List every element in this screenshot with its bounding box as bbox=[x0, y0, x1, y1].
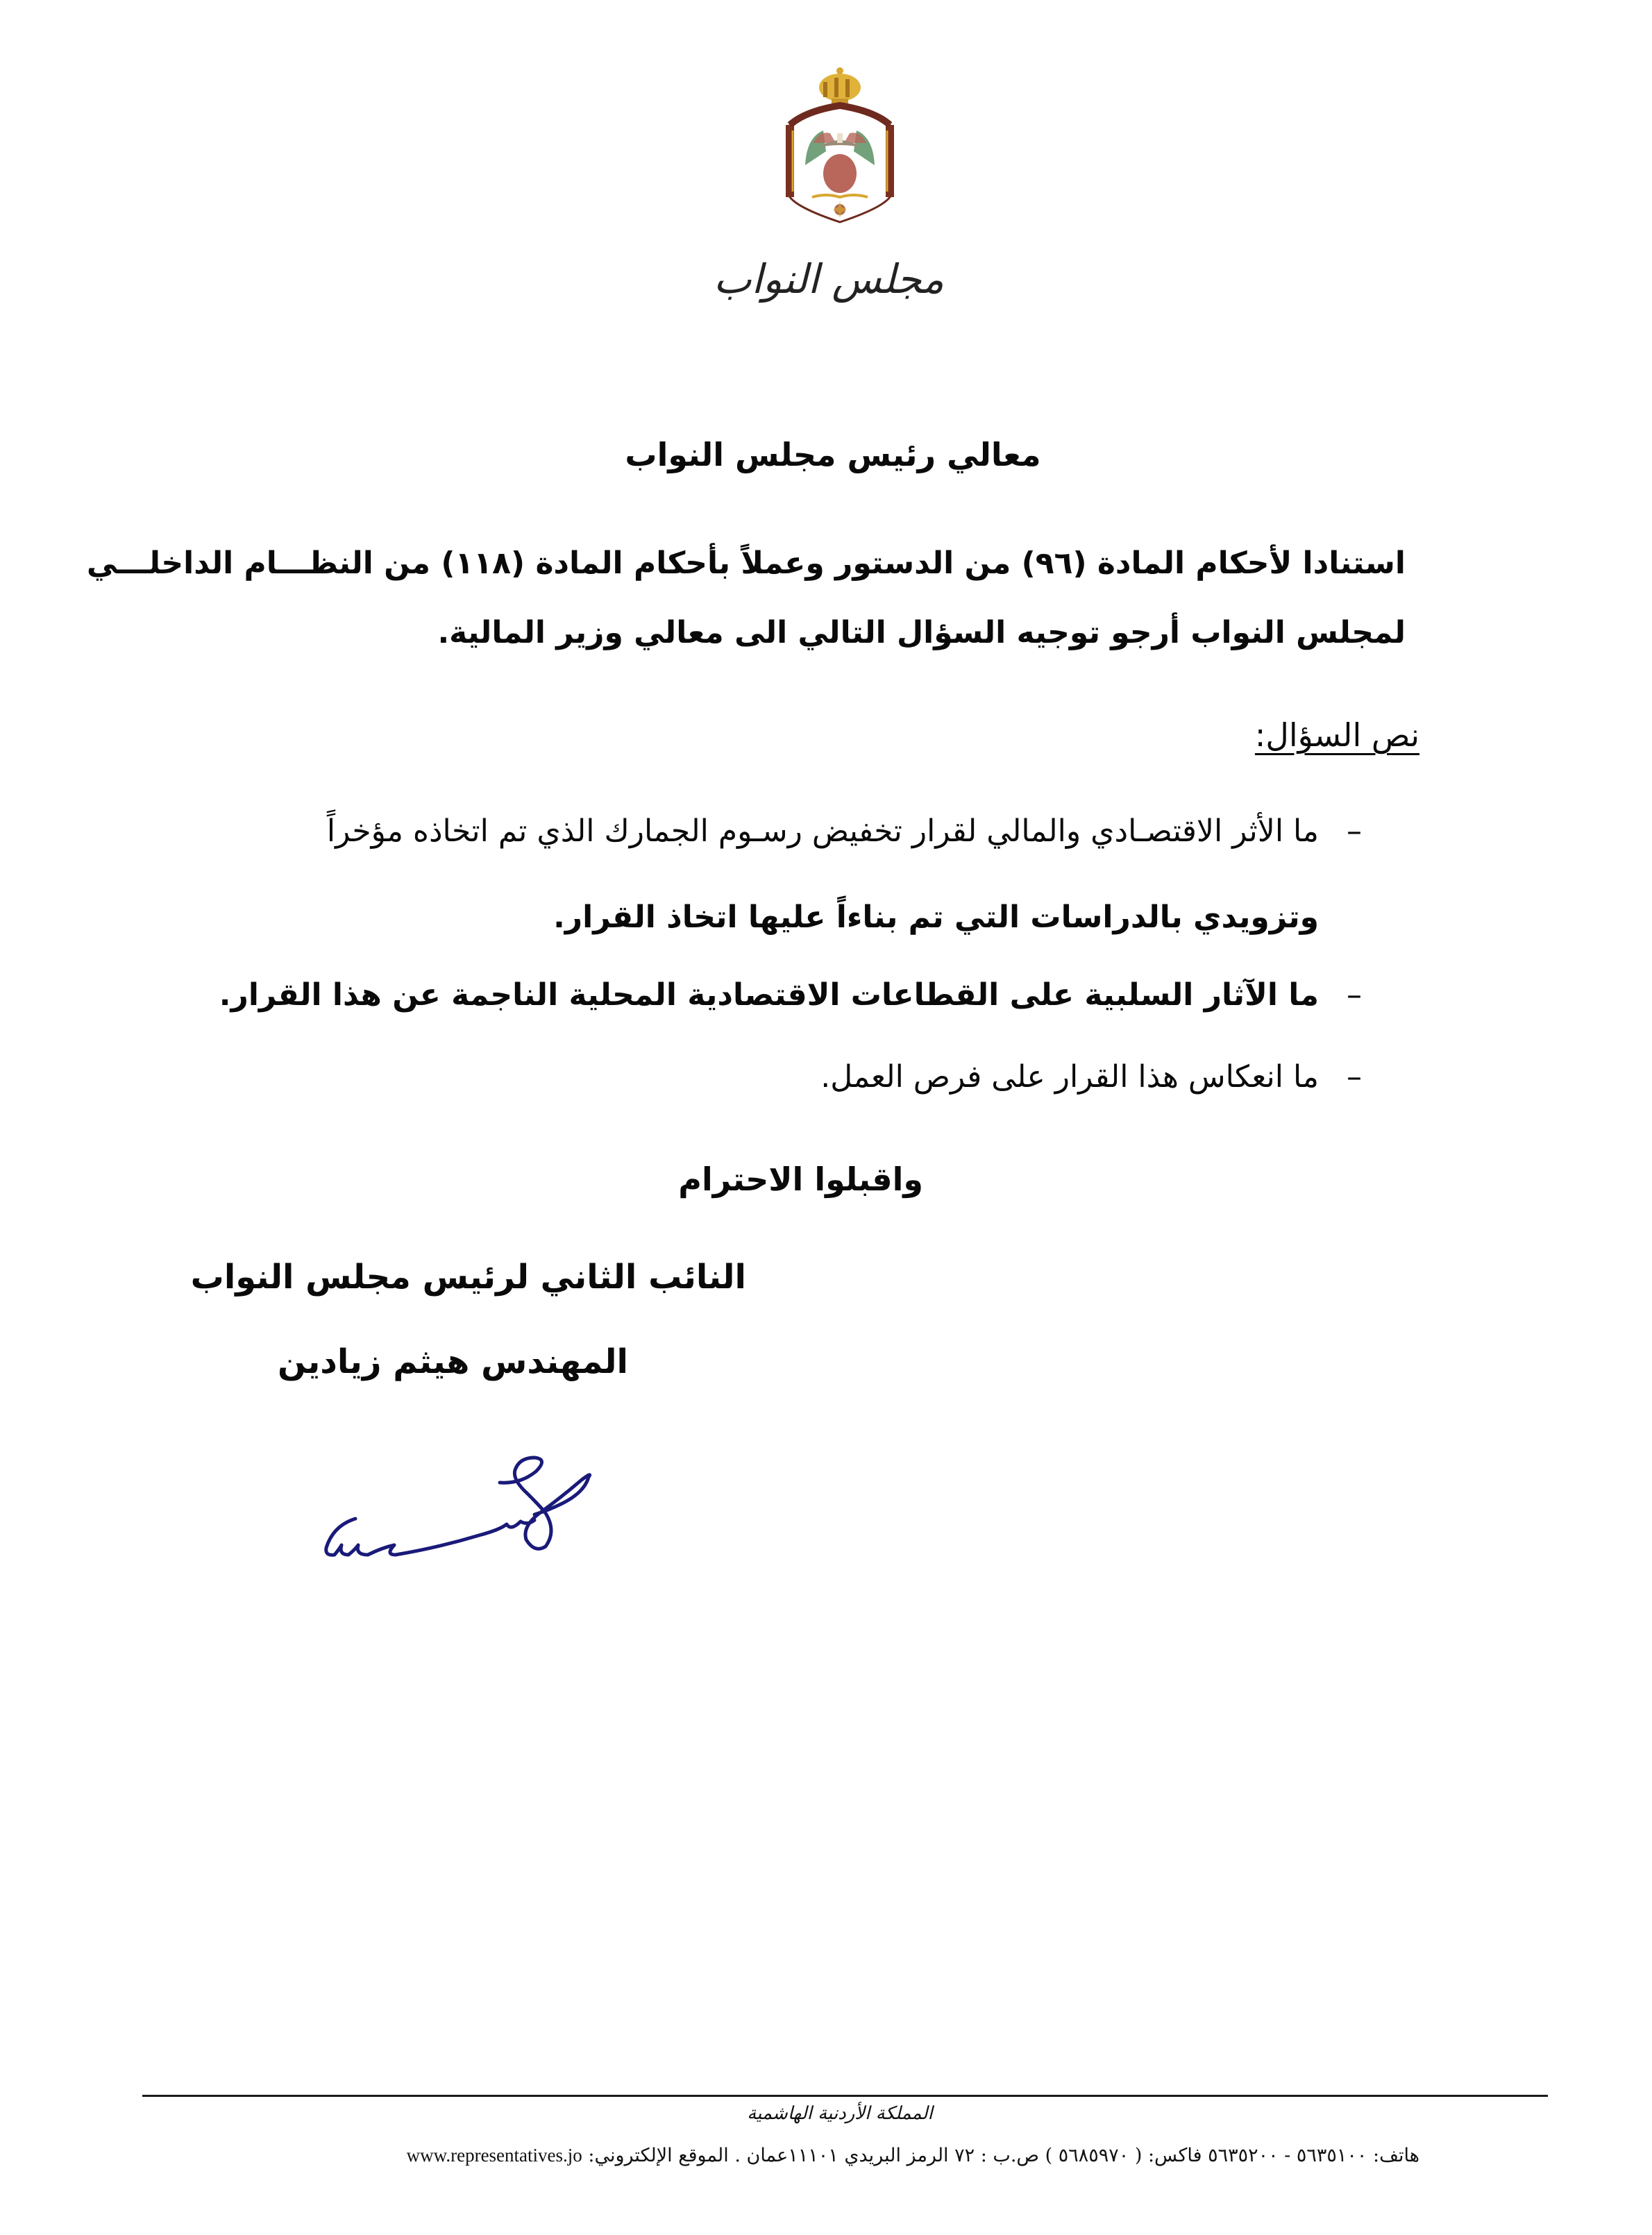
coat-of-arms-emblem bbox=[777, 61, 902, 235]
footer-contact-text: هاتف: ٥٦٣٥١٠٠ - ٥٦٣٥٢٠٠ فاكس: ( ٥٦٨٥٩٧٠ ) ص.ب : ٧٢ الرمز البريدي ١١١٠١عمان . الموقع الإلكتروني: bbox=[588, 2145, 1419, 2166]
question-item-3: ما انعكاس هذا القرار على فرص العمل. bbox=[820, 1059, 1319, 1095]
footer-contact-info bbox=[407, 2145, 1419, 2166]
signatory-title: النائب الثاني لرئيس مجلس النواب bbox=[190, 1258, 746, 1297]
council-logotype bbox=[713, 255, 944, 318]
footer-website-link[interactable]: www.representatives.jo bbox=[406, 2145, 582, 2166]
council-logotype-text: مجلس النواب bbox=[713, 255, 944, 303]
question-label: نص السؤال: bbox=[1254, 716, 1419, 754]
bullet-dash-icon: – bbox=[1347, 813, 1362, 849]
footer-kingdom-name: المملكة الأردنية الهاشمية bbox=[747, 2103, 933, 2124]
intro-paragraph-line-1: استنادا لأحكام المادة (٩٦) من الدستور وعملاً بأحكام المادة (١١٨) من النظـــام الداخلـــي bbox=[86, 546, 1406, 581]
footer-divider bbox=[142, 2095, 1548, 2097]
signatory-name: المهندس هيثم زيادين bbox=[278, 1342, 628, 1381]
bullet-dash-icon: – bbox=[1347, 977, 1362, 1013]
bullet-dash-icon: – bbox=[1347, 1059, 1362, 1095]
handwritten-signature bbox=[298, 1444, 604, 1583]
addressee-heading: معالي رئيس مجلس النواب bbox=[625, 436, 1041, 473]
question-item-2: ما الآثار السلبية على القطاعات الاقتصادية المحلية الناجمة عن هذا القرار. bbox=[219, 977, 1319, 1013]
question-item-1-line-1: ما الأثر الاقتصـادي والمالي لقرار تخفيض رسـوم الجمارك الذي تم اتخاذه مؤخراً bbox=[326, 813, 1319, 849]
crown-icon bbox=[819, 67, 861, 106]
intro-paragraph-line-2: لمجلس النواب أرجو توجيه السؤال التالي الى معالي وزير المالية. bbox=[437, 615, 1406, 650]
closing-salutation: واقبلوا الاحترام bbox=[678, 1161, 923, 1198]
question-item-1-line-2: وتزويدي بالدراسات التي تم بناءاً عليها اتخاذ القرار. bbox=[553, 900, 1319, 935]
